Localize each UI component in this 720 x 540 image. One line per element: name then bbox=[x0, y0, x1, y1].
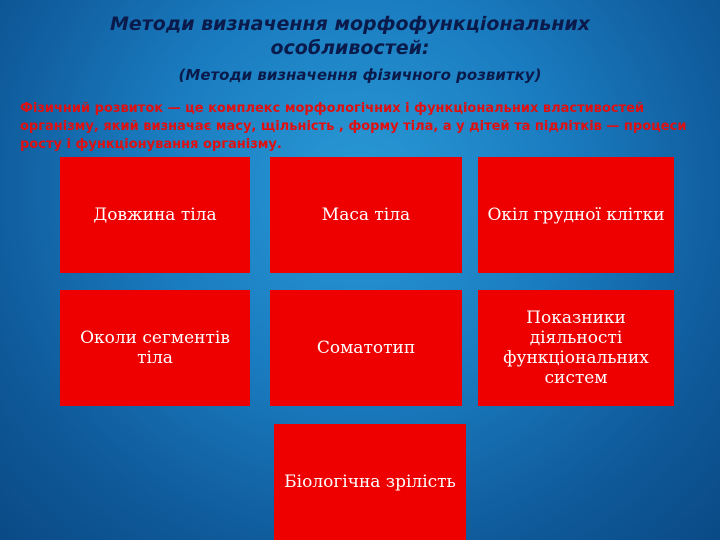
box-label: Маса тіла bbox=[321, 205, 411, 225]
box-label: Показники діяльності функціональних систем bbox=[503, 308, 649, 388]
box-somatotype bbox=[270, 290, 462, 406]
box-segment-circumferences bbox=[60, 290, 250, 406]
definition-text: Фізичний розвиток — це комплекс морфологічних і функціональних властивостей організму, який визначає масу, щільність , форму тіла, а у дітей та підлітків — процеси росту і функціонування організму. bbox=[20, 101, 687, 152]
box-body-mass bbox=[270, 157, 462, 273]
box-functional-systems bbox=[478, 290, 674, 406]
slide-subtitle: (Методи визначення фізичного розвитку) bbox=[178, 66, 542, 84]
box-label: Окіл грудної клітки bbox=[487, 205, 665, 225]
box-label: Довжина тіла bbox=[93, 205, 217, 225]
box-label: Околи сегментів тіла bbox=[80, 328, 230, 368]
box-label: Біологічна зрілість bbox=[284, 472, 456, 492]
slide-title: Методи визначення морфофункціональних особливостей: bbox=[109, 13, 591, 59]
box-label: Соматотип bbox=[316, 338, 416, 358]
box-biological-maturity bbox=[274, 424, 466, 540]
box-body-length bbox=[60, 157, 250, 273]
box-chest-circumference bbox=[478, 157, 674, 273]
